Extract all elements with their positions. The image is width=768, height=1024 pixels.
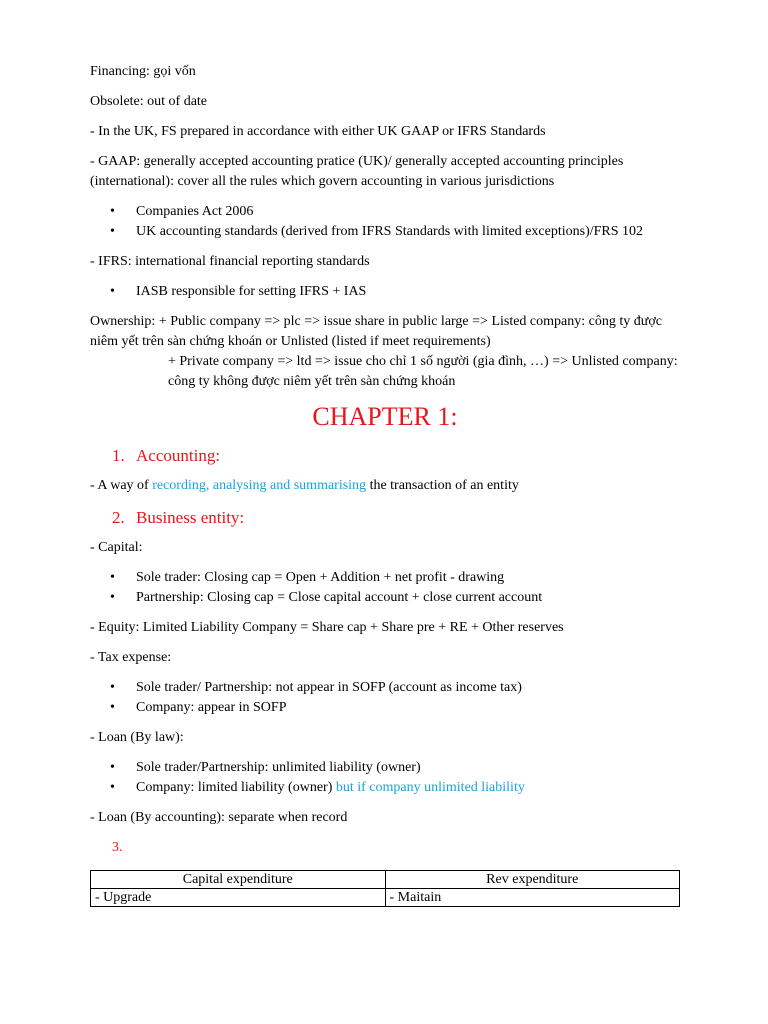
section-number: 2. [112,508,125,527]
capital-label: - Capital: [90,540,143,555]
ifrs-bullet-list [90,282,680,302]
capital-bullet-list [90,568,680,608]
section-heading-accounting [90,444,680,468]
loan-company-text: Company: limited liability (owner) [136,780,336,795]
note-uk-fs: - In the UK, FS prepared in accordance with either UK GAAP or IFRS Standards [90,124,546,139]
loan-accounting-note: - Loan (By accounting): separate when record [90,810,348,825]
list-item: • Sole trader: Closing cap = Open + Addition + net profit - drawing [90,568,680,588]
loan-law-label: - Loan (By law): [90,730,184,745]
tax-bullet-list [90,678,680,718]
note-financing: Financing: gọi vốn [90,64,196,79]
list-item [90,778,680,798]
loan-company-highlight: but if company unlimited liability [335,780,525,795]
note-gaap: - GAAP: generally accepted accounting pratice (UK)/ generally accepted accounting principles (international): cover all the rules which govern accounting in various jurisdictions [90,154,624,189]
list-item: • UK accounting standards (derived from IFRS Standards with limited exceptions)/FRS 102 [90,222,680,242]
section-heading-3: 3. [112,840,123,855]
section-title: Accounting: [136,446,221,465]
note-ownership-private: + Private company => ltd => issue cho chỉ 1 số người (gia đình, …) => Unlisted company: công ty không được niêm yết trên sàn chứng khoán [168,354,678,389]
table-header-row [91,871,680,889]
list-item: • Sole trader/ Partnership: not appear in SOFP (account as income tax) [90,678,680,698]
section-title: Business entity: [136,508,245,527]
equity-note: - Equity: Limited Liability Company = Share cap + Share pre + RE + Other reserves [90,620,564,635]
document-page [90,62,680,907]
section-heading-business-entity [90,506,680,530]
list-item: • IASB responsible for setting IFRS + IAS [90,282,680,302]
section-number: 1. [112,446,125,465]
note-ownership-public: Ownership: + Public company => plc => issue share in public large => Listed company: công ty được niêm yết trên sàn chứng khoán or Unlisted (listed if meet requirements) [90,314,662,349]
list-item: • Company: appear in SOFP [90,698,680,718]
list-item: • Partnership: Closing cap = Close capital account + close current account [90,588,680,608]
definition-suffix: the transaction of an entity [366,478,519,493]
table-cell: - Maitain [385,889,680,907]
tax-label: - Tax expense: [90,650,172,665]
column-header-capital: Capital expenditure [91,871,386,889]
loan-law-bullet-list [90,758,680,798]
definition-prefix: - A way of [90,478,153,493]
expenditure-table [90,870,680,907]
definition-highlight: recording, analysing and summarising [152,478,367,493]
note-ifrs: - IFRS: international financial reporting standards [90,254,370,269]
gaap-bullet-list [90,202,680,242]
note-obsolete: Obsolete: out of date [90,94,208,109]
table-cell: - Upgrade [91,889,386,907]
list-item: • Companies Act 2006 [90,202,680,222]
column-header-revenue: Rev expenditure [385,871,680,889]
chapter-title: CHAPTER 1: [312,402,458,431]
accounting-definition [90,476,680,496]
list-item: • Sole trader/Partnership: unlimited liability (owner) [90,758,680,778]
table-row [91,889,680,907]
